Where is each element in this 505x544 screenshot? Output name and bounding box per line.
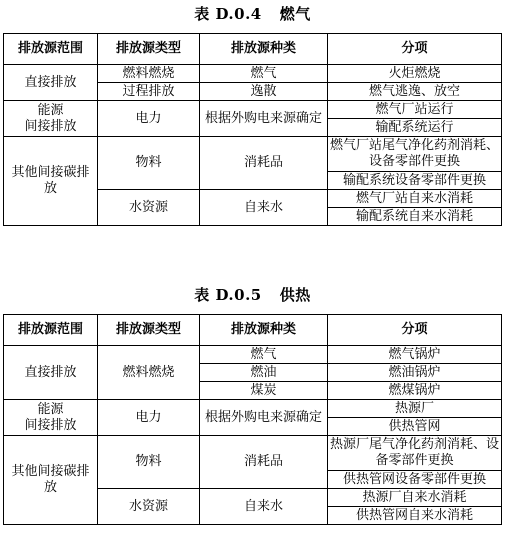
table-title: 燃气 xyxy=(279,5,311,23)
kind-cell: 燃气 xyxy=(200,346,328,364)
type-cell: 物料 xyxy=(98,436,200,489)
subitem-cell: 热源厂 xyxy=(328,400,502,418)
table-number: 表 D.0.5 xyxy=(194,286,262,304)
header-kind: 排放源种类 xyxy=(200,34,328,65)
type-cell: 过程排放 xyxy=(98,83,200,101)
heating-emission-table xyxy=(3,314,502,525)
subitem-cell: 热源厂尾气净化药剂消耗、设备零部件更换 xyxy=(328,436,502,471)
table-row xyxy=(4,137,502,172)
header-row xyxy=(4,34,502,65)
subitem-cell: 热源厂自来水消耗 xyxy=(328,489,502,507)
subitem-cell: 火炬燃烧 xyxy=(328,65,502,83)
header-type: 排放源类型 xyxy=(98,34,200,65)
kind-cell: 根据外购电来源确定 xyxy=(200,101,328,137)
kind-cell: 煤炭 xyxy=(200,382,328,400)
gas-emission-table xyxy=(3,33,502,226)
scope-cell xyxy=(4,400,98,436)
scope-line: 间接排放 xyxy=(24,118,77,134)
table-row xyxy=(4,65,502,83)
subitem-cell: 燃气厂站尾气净化药剂消耗、设备零部件更换 xyxy=(328,137,502,172)
scope-cell xyxy=(4,101,98,137)
subitem-cell: 燃气厂站自来水消耗 xyxy=(328,190,502,208)
table-row xyxy=(4,400,502,418)
subitem-cell: 输配系统运行 xyxy=(328,119,502,137)
kind-cell: 燃气 xyxy=(200,65,328,83)
kind-cell: 自来水 xyxy=(200,489,328,525)
kind-cell: 消耗品 xyxy=(200,137,328,190)
type-cell: 燃料燃烧 xyxy=(98,65,200,83)
scope-line: 能源 xyxy=(37,401,64,417)
scope-line: 间接排放 xyxy=(24,417,77,433)
header-row xyxy=(4,315,502,346)
type-cell: 电力 xyxy=(98,101,200,137)
kind-cell: 燃油 xyxy=(200,364,328,382)
table-caption-gas xyxy=(0,4,505,24)
subitem-cell: 输配系统自来水消耗 xyxy=(328,208,502,226)
table-title: 供热 xyxy=(279,286,311,304)
subitem-cell: 燃气锅炉 xyxy=(328,346,502,364)
type-cell: 水资源 xyxy=(98,190,200,226)
kind-cell: 消耗品 xyxy=(200,436,328,489)
table-row xyxy=(4,346,502,364)
header-subitem: 分项 xyxy=(328,34,502,65)
table-row xyxy=(4,436,502,471)
header-type: 排放源类型 xyxy=(98,315,200,346)
header-scope: 排放源范围 xyxy=(4,34,98,65)
subitem-cell: 燃气厂站运行 xyxy=(328,101,502,119)
subitem-cell: 供热管网设备零部件更换 xyxy=(328,471,502,489)
table-row xyxy=(4,101,502,119)
type-cell: 物料 xyxy=(98,137,200,190)
scope-line: 能源 xyxy=(37,102,64,118)
scope-cell: 其他间接碳排放 xyxy=(4,137,98,226)
scope-cell: 其他间接碳排放 xyxy=(4,436,98,525)
header-subitem: 分项 xyxy=(328,315,502,346)
table-caption-heating xyxy=(0,285,505,305)
scope-cell: 直接排放 xyxy=(4,346,98,400)
type-cell: 水资源 xyxy=(98,489,200,525)
type-cell: 燃料燃烧 xyxy=(98,346,200,400)
subitem-cell: 燃煤锅炉 xyxy=(328,382,502,400)
header-kind: 排放源种类 xyxy=(200,315,328,346)
type-cell: 电力 xyxy=(98,400,200,436)
subitem-cell: 燃气逃逸、放空 xyxy=(328,83,502,101)
subitem-cell: 燃油锅炉 xyxy=(328,364,502,382)
kind-cell: 自来水 xyxy=(200,190,328,226)
kind-cell: 逸散 xyxy=(200,83,328,101)
scope-cell: 直接排放 xyxy=(4,65,98,101)
kind-cell: 根据外购电来源确定 xyxy=(200,400,328,436)
subitem-cell: 供热管网 xyxy=(328,418,502,436)
table-number: 表 D.0.4 xyxy=(194,5,262,23)
subitem-cell: 供热管网自来水消耗 xyxy=(328,507,502,525)
header-scope: 排放源范围 xyxy=(4,315,98,346)
subitem-cell: 输配系统设备零部件更换 xyxy=(328,172,502,190)
